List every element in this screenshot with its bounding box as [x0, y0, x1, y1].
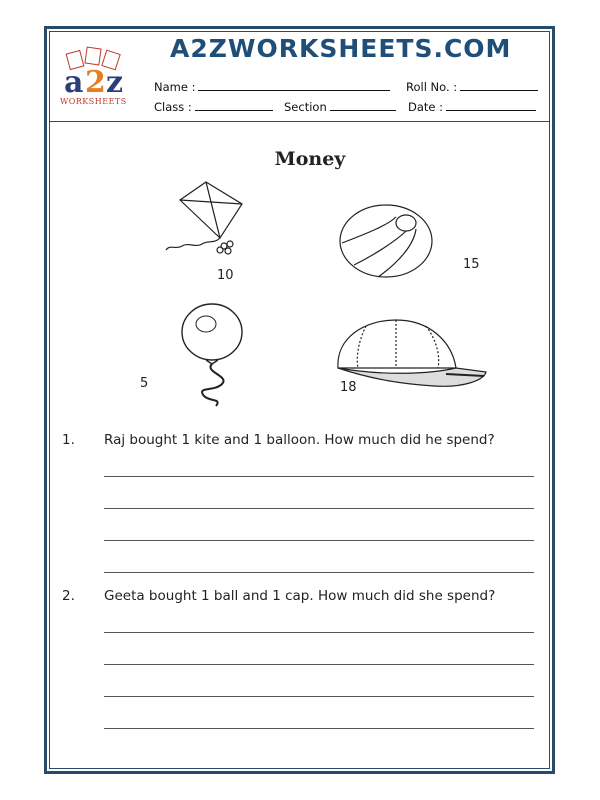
- answer-line-2c[interactable]: [104, 696, 534, 697]
- answer-line-1b[interactable]: [104, 508, 534, 509]
- answer-line-2a[interactable]: [104, 632, 534, 633]
- answer-line-2b[interactable]: [104, 664, 534, 665]
- answer-line-1c[interactable]: [104, 540, 534, 541]
- a2z-logo: [58, 46, 138, 108]
- answer-line-2d[interactable]: [104, 728, 534, 729]
- class-label: Class :: [154, 100, 192, 114]
- site-title: A2ZWORKSHEETS.COM: [170, 34, 512, 63]
- section-field[interactable]: [284, 100, 396, 114]
- answer-line-1a[interactable]: [104, 476, 534, 477]
- kite-price: 10: [217, 268, 234, 283]
- date-field[interactable]: [408, 100, 536, 114]
- ball-icon: [338, 203, 434, 283]
- section-input-line[interactable]: [330, 100, 396, 111]
- date-label: Date :: [408, 100, 444, 114]
- roll-label: Roll No. :: [406, 80, 458, 94]
- answer-line-1d[interactable]: [104, 572, 534, 573]
- svg-text:a: a: [64, 65, 84, 100]
- header-divider: [49, 121, 550, 122]
- balloon-icon: [176, 302, 248, 416]
- name-label: Name :: [154, 80, 196, 94]
- name-field[interactable]: [154, 80, 390, 94]
- section-label: Section: [284, 100, 327, 114]
- question-1-text: Raj bought 1 kite and 1 balloon. How much did he spend?: [104, 432, 495, 448]
- question-1-number: 1.: [62, 432, 75, 448]
- balloon-price: 5: [140, 376, 149, 391]
- class-input-line[interactable]: [195, 100, 273, 111]
- date-input-line[interactable]: [446, 100, 536, 111]
- ball-price: 15: [463, 257, 480, 272]
- name-input-line[interactable]: [198, 80, 390, 91]
- class-field[interactable]: [154, 100, 273, 114]
- svg-text:2: 2: [85, 65, 106, 100]
- cap-price: 18: [340, 380, 357, 395]
- question-2-text: Geeta bought 1 ball and 1 cap. How much did she spend?: [104, 588, 496, 604]
- worksheet-title: Money: [274, 148, 346, 170]
- roll-field[interactable]: [406, 80, 538, 94]
- cap-icon: [334, 318, 490, 394]
- question-2-number: 2.: [62, 588, 75, 604]
- svg-text:z: z: [106, 65, 124, 100]
- page-border-inner: [49, 31, 550, 769]
- svg-text:WORKSHEETS: WORKSHEETS: [60, 97, 127, 106]
- kite-icon: [158, 180, 248, 264]
- roll-input-line[interactable]: [460, 80, 538, 91]
